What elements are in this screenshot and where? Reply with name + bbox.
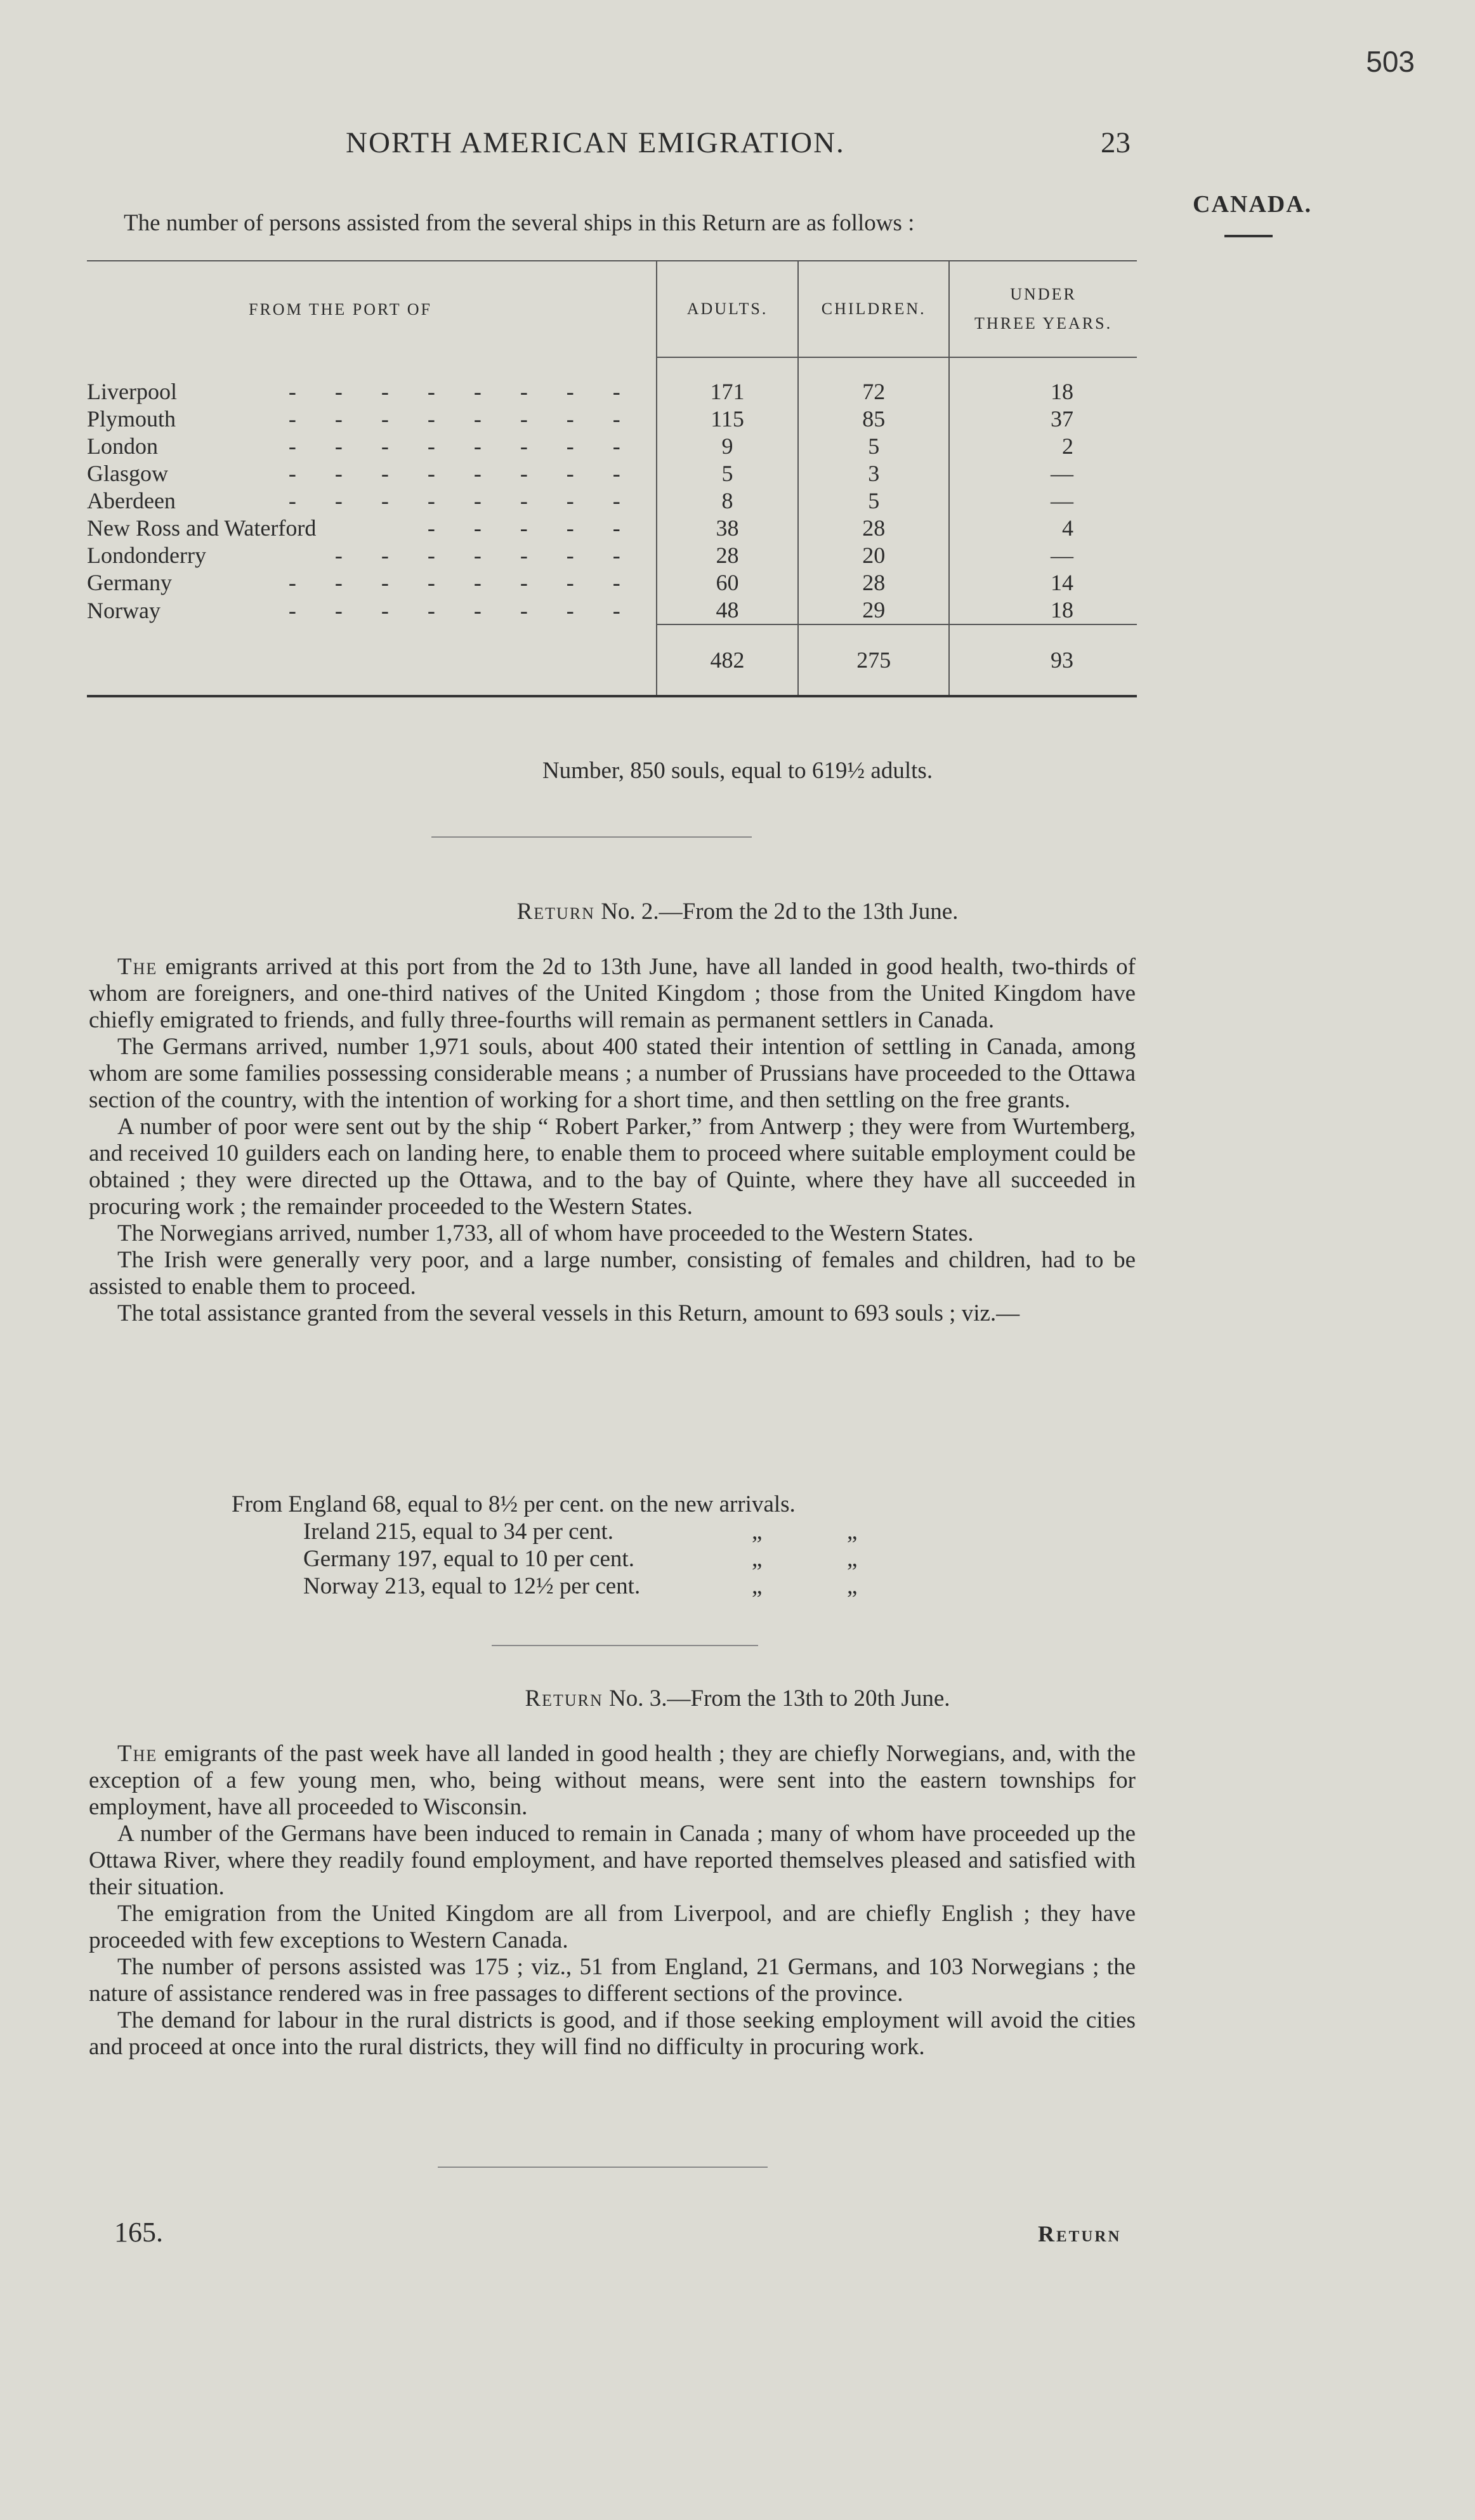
table-row [87,515,1137,542]
adults-cell: 5 [657,460,798,487]
folio-number: 503 [1366,45,1415,78]
return-3-title: No. 3.—From the 13th to 20th June. [609,1685,950,1712]
paragraph: The demand for labour in the rural districts is good, and if those seeking employment will avoid the cities and proceed at once into the rural districts, they will find no difficulty in procuring work. [89,2007,1136,2060]
adults-cell: 9 [657,433,798,460]
port-name: Glasgow [87,461,168,486]
under-three-cell: 18 [949,357,1137,406]
paragraph: The emigration from the United Kingdom are all from Liverpool, and are chiefly English ; they have proceeded with few exceptions to Western Canada. [89,1901,1136,1953]
under-three-cell: 4 [949,515,1137,542]
table-row [87,487,1137,515]
under-three-cell: — [949,460,1137,487]
total-adults: 482 [657,624,798,696]
leader-dashes: - - - - - - - - [288,461,637,486]
sheet-number: 165. [114,2217,163,2248]
port-name: London [87,433,158,459]
header-adults: ADULTS. [657,261,798,357]
under-three-cell: — [949,487,1137,515]
section-divider [492,1645,758,1646]
return-2-body [89,954,1136,1327]
under-three-cell: 14 [949,569,1137,597]
paragraph-lead: The [117,1741,158,1767]
paragraph: The Norwegians arrived, number 1,733, all of whom have proceeded to the Western States. [117,1220,974,1246]
ditto-mark: „ [847,1546,858,1572]
return-2-heading [0,898,1475,925]
header-port: FROM THE PORT OF [249,300,432,319]
leader-dashes: - - - - - - - - [288,570,637,595]
ditto-mark: „ [752,1519,763,1545]
adults-cell: 115 [657,406,798,433]
paragraph: The number of persons assisted was 175 ; viz., 51 from England, 21 Germans, and 103 Norwegians ; the nature of assistance rendered was in free passages to different sections of the province. [89,1954,1136,2007]
table-intro: The number of persons assisted from the several ships in this Return are as follows : [124,210,915,236]
children-cell: 5 [798,487,949,515]
ditto-mark: „ [847,1519,858,1545]
paragraph: A number of poor were sent out by the ship “ Robert Parker,” from Antwerp ; they were from Wurtemberg, and received 10 guilders each on landing here, to enable them to proceed where suitable employment could be obtained ; they were directed up the Ottawa, and to the bay of Quinte, where they have all succeeded in procuring work ; the remainder proceeded to the Western States. [89,1114,1136,1220]
adults-cell: 171 [657,357,798,406]
assist-line-norway: Norway 213, equal to 12½ per cent. [303,1573,641,1599]
leader-dashes: - - - - - - - - [288,378,637,404]
page-number: 23 [1101,126,1131,159]
running-title: NORTH AMERICAN EMIGRATION. [346,126,845,159]
under-three-cell: 18 [949,597,1137,624]
adults-cell: 28 [657,542,798,569]
table-row [87,433,1137,460]
assist-line-england: From England 68, equal to 8½ per cent. on the new arrivals. [232,1491,796,1517]
paragraph: The Germans arrived, number 1,971 souls, about 400 stated their intention of settling in Canada, among whom are some families possessing considerable means ; a number of Prussians have proceeded to the Ottawa section of the country, with the intention of working for a short time, and then settling on the free grants. [89,1034,1136,1113]
total-children: 275 [798,624,949,696]
return-3-label: Return [525,1685,603,1712]
table-row [87,569,1137,597]
section-divider [438,2167,768,2168]
under-three-cell: 37 [949,406,1137,433]
port-name: New Ross and Waterford [87,515,317,541]
children-cell: 72 [798,357,949,406]
port-name: Liverpool [87,378,177,404]
catchword: Return [1038,2221,1122,2246]
port-name: Germany [87,570,172,595]
children-cell: 20 [798,542,949,569]
children-cell: 3 [798,460,949,487]
table-header-row [87,261,1137,357]
children-cell: 29 [798,597,949,624]
port-name: Londonderry [87,543,206,568]
adults-cell: 48 [657,597,798,624]
port-name: Plymouth [87,406,176,432]
children-cell: 28 [798,569,949,597]
return-3-body [89,1741,1136,2061]
under-three-cell: 2 [949,433,1137,460]
ditto-mark: „ [847,1573,858,1599]
leader-dashes: - - - - - - - - [288,597,637,623]
adults-cell: 38 [657,515,798,542]
table-row [87,542,1137,569]
port-name: Norway [87,597,161,623]
ditto-mark: „ [752,1573,763,1599]
side-note-rule [1224,235,1273,237]
paragraph: The total assistance granted from the several vessels in this Return, amount to 693 souls ; viz.— [117,1300,1020,1326]
paragraph: A number of the Germans have been induced to remain in Canada ; many of whom have proceeded up the Ottawa River, where they readily found employment, and have reported themselves pleased and satisfied with their situation. [89,1821,1136,1900]
adults-cell: 60 [657,569,798,597]
leader-dashes: - - - - - - - [334,543,637,568]
leader-dashes: - - - - - [427,515,637,541]
totals-row [87,624,1137,696]
under-three-cell: — [949,542,1137,569]
assist-line-germany: Germany 197, equal to 10 per cent. [303,1546,634,1572]
side-note: CANADA. [1193,191,1313,218]
assisted-persons-table [87,260,1137,697]
souls-summary: Number, 850 souls, equal to 619½ adults. [542,758,933,784]
port-name: Aberdeen [87,488,176,513]
assist-line-ireland: Ireland 215, equal to 34 per cent. [303,1519,614,1545]
section-divider [431,836,752,838]
children-cell: 28 [798,515,949,542]
paragraph-lead: The [117,954,158,980]
leader-dashes: - - - - - - - - [288,406,637,432]
return-2-label: Return [516,899,595,925]
children-cell: 5 [798,433,949,460]
table-row [87,357,1137,406]
paragraph: The emigrants arrived at this port from the 2d to 13th June, have all landed in good health, two-thirds of whom are foreigners, and one-third natives of the United Kingdom ; those from the United Kingdom have chiefly emigrated to friends, and fully three-fourths will remain as permanent settlers in Canada. [89,954,1136,1033]
header-under-line2: THREE YEARS. [974,314,1113,333]
leader-dashes: - - - - - - - - [288,488,637,513]
table-row [87,406,1137,433]
paragraph: The Irish were generally very poor, and a large number, consisting of females and children, had to be assisted to enable them to proceed. [89,1247,1136,1300]
header-under-three [949,261,1137,357]
header-under-line1: UNDER [1010,285,1077,303]
leader-dashes: - - - - - - - - [288,433,637,459]
return-2-title: No. 2.—From the 2d to the 13th June. [601,899,959,925]
table-row [87,460,1137,487]
paragraph: The emigrants of the past week have all landed in good health ; they are chiefly Norwegians, and, with the exception of a few young men, who, being without means, were sent into the eastern townships for employment, have all proceeded to Wisconsin. [89,1741,1136,1820]
children-cell: 85 [798,406,949,433]
table-row [87,597,1137,624]
total-under-three: 93 [949,624,1137,696]
return-3-heading [0,1685,1475,1712]
ditto-mark: „ [752,1546,763,1572]
adults-cell: 8 [657,487,798,515]
header-children: CHILDREN. [798,261,949,357]
